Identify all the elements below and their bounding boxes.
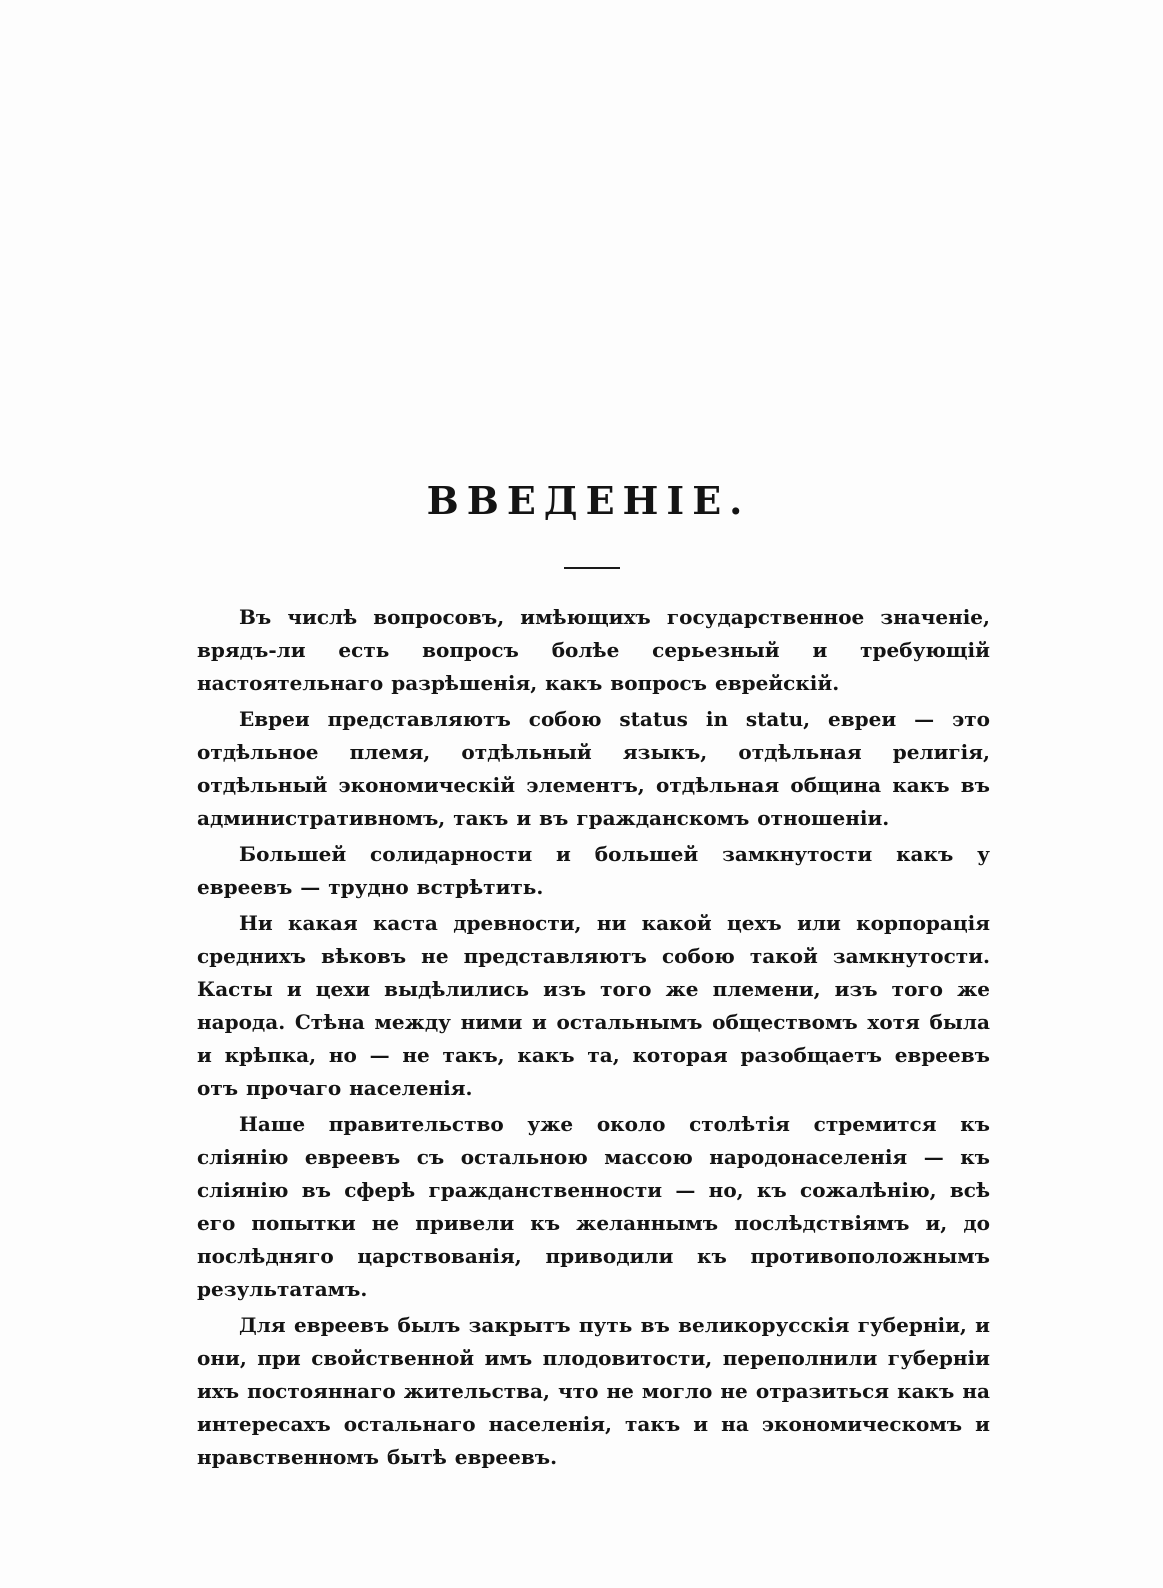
chapter-title: ВВЕДЕНІЕ. [426, 478, 751, 523]
paragraph-1: Въ числѣ вопросовъ, имѣющихъ государственное значеніе, врядъ-ли есть вопросъ болѣе серьезный и требующій настоятельнаго разрѣшенія, какъ вопросъ еврейскій. [197, 605, 990, 695]
paragraph-3: Большей солидарности и большей замкнутости какъ у евреевъ — трудно встрѣтить. [197, 842, 990, 899]
paragraph-6: Для евреевъ былъ закрытъ путь въ великорусскія губерніи, и они, при свойственной имъ плодовитости, переполнили губерніи ихъ постояннаго жительства, что не могло не отразиться какъ на интересахъ остальнаго населенія, такъ и на экономическомъ и нравственномъ бытѣ евреевъ. [197, 1313, 990, 1469]
body-text [197, 601, 990, 1477]
paragraph-5: Наше правительство уже около столѣтія стремится къ слiянiю евреевъ съ остальною массою народонаселенія — къ слiянiю въ сферѣ гражданственности — но, къ сожалѣнію, всѣ его попытки не привели къ желаннымъ послѣдствіямъ и, до послѣдняго царствованія, приводили къ противоположнымъ результатамъ. [197, 1112, 990, 1301]
title-divider [564, 567, 620, 569]
paragraph-4: Ни какая каста древности, ни какой цехъ или корпорація среднихъ вѣковъ не представляютъ собою такой замкнутости. Касты и цехи выдѣлились изъ того же племени, изъ того же народа. Стѣна между ними и остальнымъ обществомъ хотя была и крѣпка, но — не такъ, какъ та, которая разобщаетъ евреевъ отъ прочаго населенія. [197, 911, 990, 1100]
paragraph-2: Евреи представляютъ собою status in statu, евреи — это отдѣльное племя, отдѣльный языкъ, отдѣльная религія, отдѣльный экономическій элементъ, отдѣльная община какъ въ административномъ, такъ и въ гражданскомъ отношеніи. [197, 707, 990, 830]
